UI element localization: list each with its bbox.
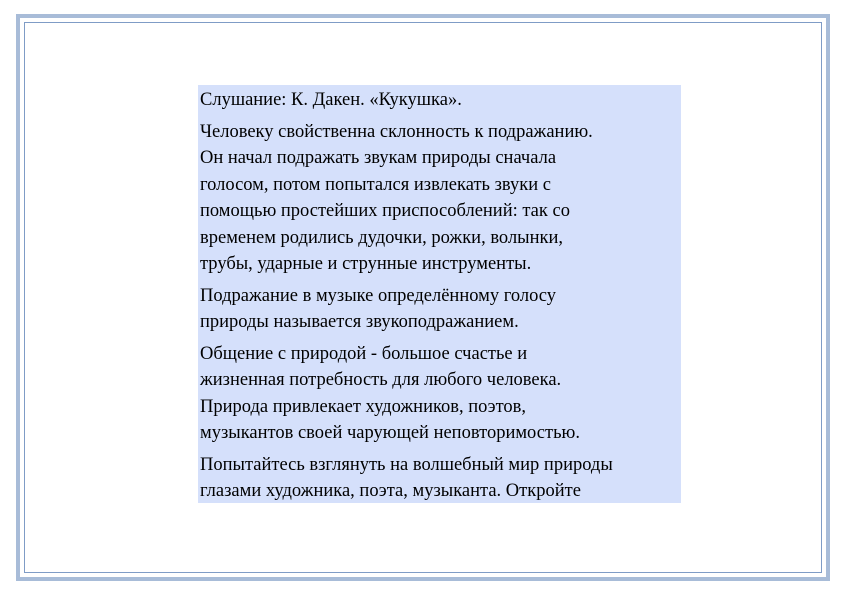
text-line: музыкантов своей чарующей неповторимостью. bbox=[200, 423, 580, 443]
paragraph-invitation bbox=[200, 452, 681, 504]
text-line: Человеку свойственна склонность к подражанию. bbox=[200, 121, 593, 142]
paragraph-imitation bbox=[200, 119, 681, 278]
heading-line: Слушание: К. Дакен. «Кукушка». bbox=[200, 90, 462, 110]
text-line: Общение с природой - большое счастье и bbox=[200, 343, 528, 364]
text-block bbox=[198, 85, 681, 503]
text-line: жизненная потребность для любого человека. bbox=[200, 370, 562, 390]
text-line: Подражание в музыке определённому голосу bbox=[200, 285, 557, 306]
text-line: Он начал подражать звукам природы сначала bbox=[200, 148, 557, 168]
text-line: временем родились дудочки, рожки, волынки, bbox=[200, 227, 564, 248]
text-line: природы называется звукоподражанием. bbox=[200, 312, 519, 332]
paragraph-nature bbox=[200, 341, 681, 447]
text-line: помощью простейших приспособлений: так со bbox=[200, 201, 570, 221]
text-line: глазами художника, поэта, музыканта. Откройте bbox=[200, 481, 581, 501]
heading-paragraph bbox=[200, 87, 681, 114]
text-line: Попытайтесь взглянуть на волшебный мир природы bbox=[200, 454, 613, 475]
text-line: Природа привлекает художников, поэтов, bbox=[200, 396, 527, 417]
paragraph-onomatopoeia bbox=[200, 283, 681, 336]
text-line: трубы, ударные и струнные инструменты. bbox=[200, 254, 532, 274]
text-line: голосом, потом попытался извлекать звуки с bbox=[200, 174, 551, 195]
